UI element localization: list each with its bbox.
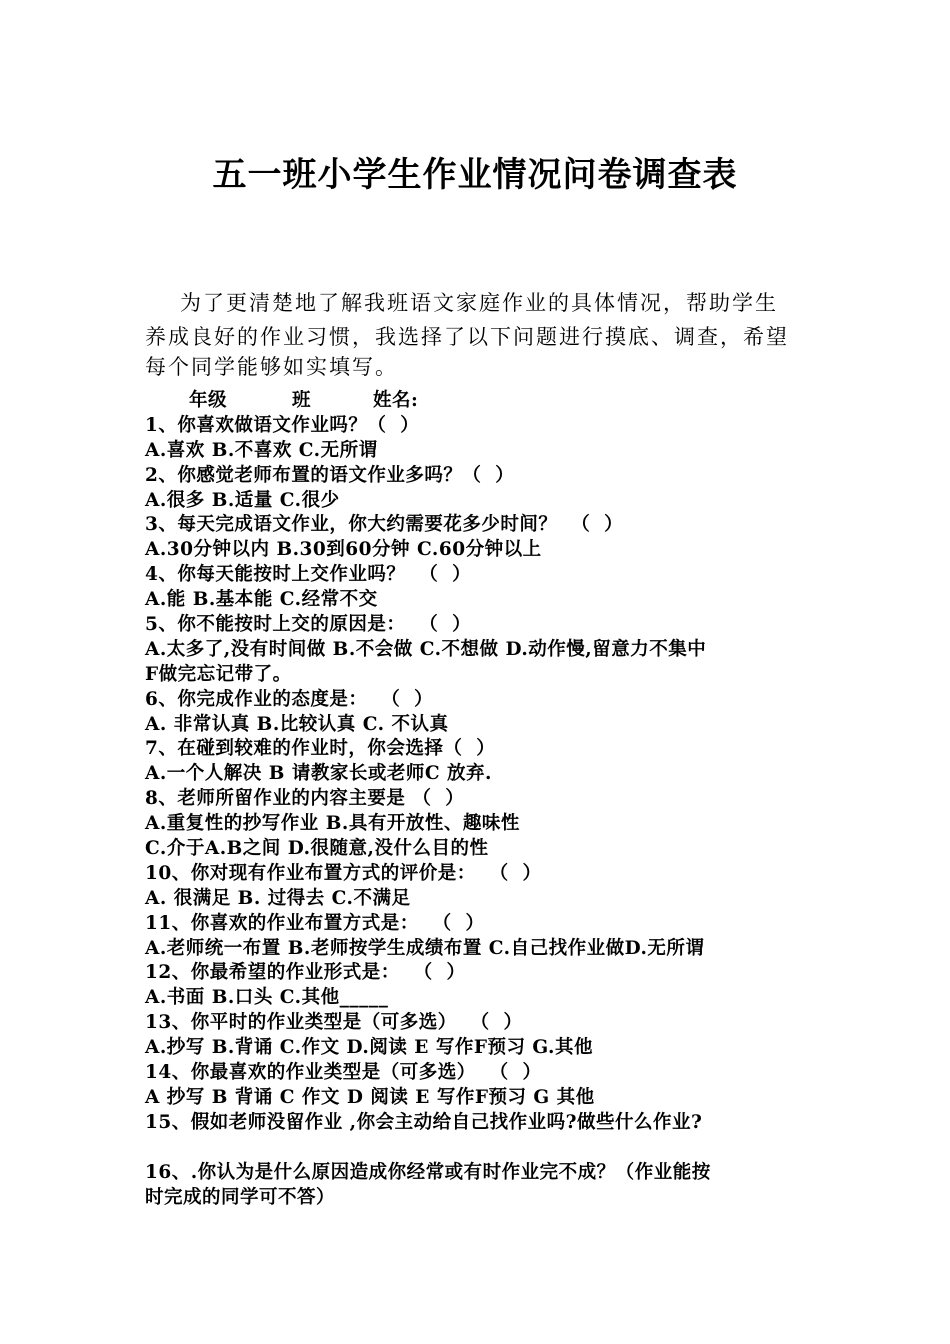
question-line: 6、你完成作业的态度是： （ ） [145, 688, 434, 710]
answer-options-line: A.太多了,没有时间做 B.不会做 C.不想做 D.动作慢,留意力不集中 [145, 638, 707, 660]
question-line: 8、老师所留作业的内容主要是 （ ） [145, 788, 465, 810]
blank-line [145, 1136, 825, 1161]
question-line: 16、.你认为是什么原因造成你经常或有时作业完不成？（作业能按 [145, 1161, 711, 1183]
question-line: 2、你感觉老师布置的语文作业多吗？（ ） [145, 464, 515, 486]
answer-options-line: A.30分钟以内 B.30到60分钟 C.60分钟以上 [145, 539, 542, 561]
student-info-line [145, 389, 825, 414]
grade-label: 年级 [189, 390, 228, 411]
answer-options-line: A. 很满足 B. 过得去 C.不满足 [145, 887, 411, 909]
answer-options-line: A.很多 B.适量 C.很少 [145, 489, 340, 511]
question-line: 7、在碰到较难的作业时，你会选择（ ） [145, 738, 496, 760]
answer-options-line: A.一个人解决 B 请教家长或老师C 放弃. [145, 763, 492, 785]
answer-options-line: A.重复性的抄写作业 B.具有开放性、趣味性 [145, 813, 520, 835]
answer-options-line: A 抄写 B 背诵 C 作文 D 阅读 E 写作F预习 G 其他 [145, 1086, 595, 1108]
document-title: 五一班小学生作业情况问卷调查表 [212, 155, 738, 195]
question-line: 3、每天完成语文作业，你大约需要花多少时间？ （ ） [145, 514, 624, 536]
intro-line: 为了更清楚地了解我班语文家庭作业的具体情况，帮助学生 [180, 291, 778, 315]
question-line: 14、你最喜欢的作业类型是（可多选） （ ） [145, 1062, 542, 1084]
question-line: 5、你不能按时上交的原因是： （ ） [145, 614, 472, 636]
answer-options-line: A. 非常认真 B.比较认真 C. 不认真 [145, 713, 449, 735]
question-line: 12、你最希望的作业形式是： （ ） [145, 962, 466, 984]
answer-options-line: A.能 B.基本能 C.经常不交 [145, 589, 378, 611]
answer-options-line: A.抄写 B.背诵 C.作文 D.阅读 E 写作F预习 G.其他 [145, 1037, 593, 1059]
question-line: 15、假如老师没留作业 ,你会主动给自己找作业吗?做些什么作业? [145, 1111, 703, 1133]
question-line: 11、你喜欢的作业布置方式是： （ ） [145, 912, 485, 934]
answer-options-line: C.介于A.B之间 D.很随意,没什么目的性 [145, 838, 489, 860]
questionnaire-body [145, 389, 825, 1210]
intro-line: 每个同学能够如实填写。 [145, 355, 398, 379]
question-line: 10、你对现有作业布置方式的评价是： （ ） [145, 862, 542, 884]
answer-options-line: A.老师统一布置 B.老师按学生成绩布置 C.自己找作业做D.无所谓 [145, 937, 705, 959]
question-line: 1、你喜欢做语文作业吗？（ ） [145, 414, 420, 436]
answer-options-line: 时完成的同学可不答） [145, 1186, 336, 1208]
name-label: 姓名: [373, 390, 419, 411]
question-line: 13、你平时的作业类型是（可多选） （ ） [145, 1012, 523, 1034]
intro-paragraph [145, 286, 815, 380]
answer-options-line: A.喜欢 B.不喜欢 C.无所谓 [145, 439, 378, 461]
answer-options-line: F做完忘记带了。 [145, 663, 292, 685]
class-label: 班 [292, 390, 312, 411]
answer-options-line: A.书面 B.口头 C.其他_____ [145, 987, 389, 1009]
intro-line: 养成良好的作业习惯，我选择了以下问题进行摸底、调查，希望 [145, 325, 789, 349]
question-line: 4、你每天能按时上交作业吗？ （ ） [145, 564, 472, 586]
